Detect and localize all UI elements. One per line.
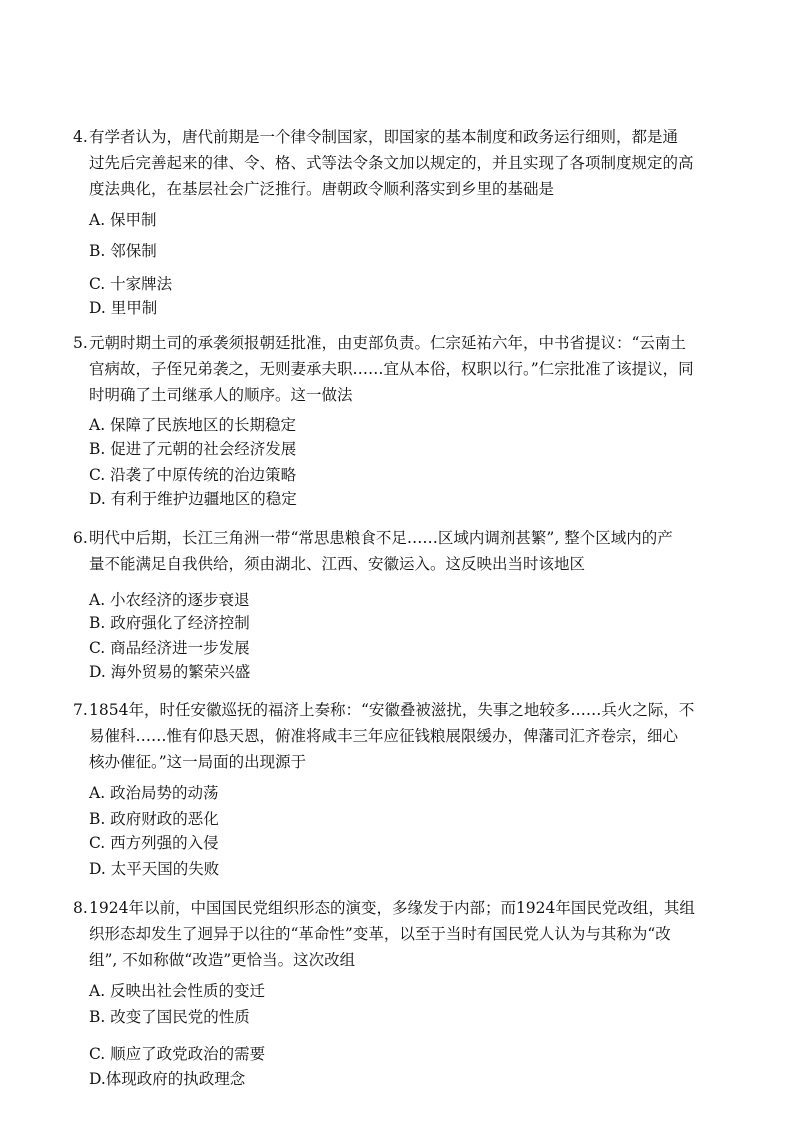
question-stem bbox=[73, 697, 723, 775]
question-number: 5. bbox=[73, 334, 88, 352]
option-d[interactable]: D. 海外贸易的繁荣兴盛 bbox=[89, 663, 251, 681]
stem-line: 官病故，子侄兄弟袭之，无则妻承夫职……宜从本俗，权职以行。”仁宗批准了该提议，同 bbox=[89, 360, 694, 378]
question-7 bbox=[73, 697, 723, 878]
question-4 bbox=[73, 124, 723, 317]
option-d[interactable]: D. 太平天国的失败 bbox=[89, 860, 220, 878]
question-number: 6. bbox=[73, 529, 88, 547]
stem-line: 元朝时期土司的承袭须报朝廷批准，由吏部负责。仁宗延祐六年，中书省提议：“云南土 bbox=[89, 334, 686, 352]
option-b[interactable]: B. 政府强化了经济控制 bbox=[89, 614, 250, 632]
stem-line: 明代中后期，长江三角洲一带“常思患粮食不足……区域内调剂甚繁”, 整个区域内的产 bbox=[89, 529, 673, 547]
option-a[interactable]: A. 反映出社会性质的变迁 bbox=[89, 982, 266, 1000]
stem-line: 组”, 不如称做“改造”更恰当。这次改组 bbox=[89, 951, 356, 969]
option-d[interactable]: D.体现政府的执政理念 bbox=[89, 1070, 246, 1088]
question-stem bbox=[73, 525, 723, 577]
option-a[interactable]: A. 政治局势的动荡 bbox=[89, 784, 219, 802]
stem-line: 1854年，时任安徽巡抚的福济上奏称：“安徽叠被滋扰，失事之地较多……兵火之际，不 bbox=[89, 701, 695, 719]
stem-line: 度法典化，在基层社会广泛推行。唐朝政令顺利落实到乡里的基础是 bbox=[89, 180, 555, 198]
option-b[interactable]: B. 改变了国民党的性质 bbox=[89, 1008, 250, 1026]
question-5 bbox=[73, 330, 723, 508]
option-b[interactable]: B. 促进了元朝的社会经济发展 bbox=[89, 440, 297, 458]
option-c[interactable]: C. 十家牌法 bbox=[89, 275, 173, 293]
option-c[interactable]: C. 沿袭了中原传统的治边策略 bbox=[89, 466, 297, 484]
option-d[interactable]: D. 里甲制 bbox=[89, 299, 158, 317]
question-stem bbox=[73, 124, 723, 202]
option-c[interactable]: C. 顺应了政党政治的需要 bbox=[89, 1045, 266, 1063]
stem-line: 过先后完善起来的律、令、格、式等法令条文加以规定的，并且实现了各项制度规定的高 bbox=[89, 154, 694, 172]
option-a[interactable]: A. 保甲制 bbox=[89, 211, 157, 229]
option-a[interactable]: A. 小农经济的逐步衰退 bbox=[89, 591, 250, 609]
stem-line: 织形态却发生了迥异于以往的“革命性”变革，以至于当时有国民党人认为与其称为“改 bbox=[89, 925, 671, 943]
option-c[interactable]: C. 商品经济进一步发展 bbox=[89, 639, 250, 657]
option-a[interactable]: A. 保障了民族地区的长期稳定 bbox=[89, 416, 297, 434]
stem-line: 1924年以前，中国国民党组织形态的演变，多缘发于内部；而1924年国民党改组，其组 bbox=[89, 899, 695, 917]
stem-line: 核办催征。”这一局面的出现源于 bbox=[89, 753, 307, 771]
question-number: 4. bbox=[73, 128, 88, 146]
question-stem bbox=[73, 895, 723, 973]
option-c[interactable]: C. 西方列强的入侵 bbox=[89, 834, 219, 852]
stem-line: 量不能满足自我供给，须由湖北、江西、安徽运入。这反映出当时该地区 bbox=[89, 555, 586, 573]
stem-line: 易催科……惟有仰恳天恩，俯准将咸丰三年应征钱粮展限缓办，俾藩司汇齐卷宗，细心 bbox=[89, 727, 679, 745]
question-6 bbox=[73, 525, 723, 681]
option-b[interactable]: B. 政府财政的恶化 bbox=[89, 810, 219, 828]
question-8 bbox=[73, 895, 723, 1088]
option-d[interactable]: D. 有利于维护边疆地区的稳定 bbox=[89, 490, 297, 508]
option-b[interactable]: B. 邻保制 bbox=[89, 242, 157, 260]
stem-line: 时明确了土司继承人的顺序。这一做法 bbox=[89, 386, 353, 404]
question-stem bbox=[73, 330, 723, 408]
question-number: 7. bbox=[73, 701, 88, 719]
question-number: 8. bbox=[73, 899, 88, 917]
stem-line: 有学者认为，唐代前期是一个律令制国家，即国家的基本制度和政务运行细则，都是通 bbox=[89, 128, 679, 146]
